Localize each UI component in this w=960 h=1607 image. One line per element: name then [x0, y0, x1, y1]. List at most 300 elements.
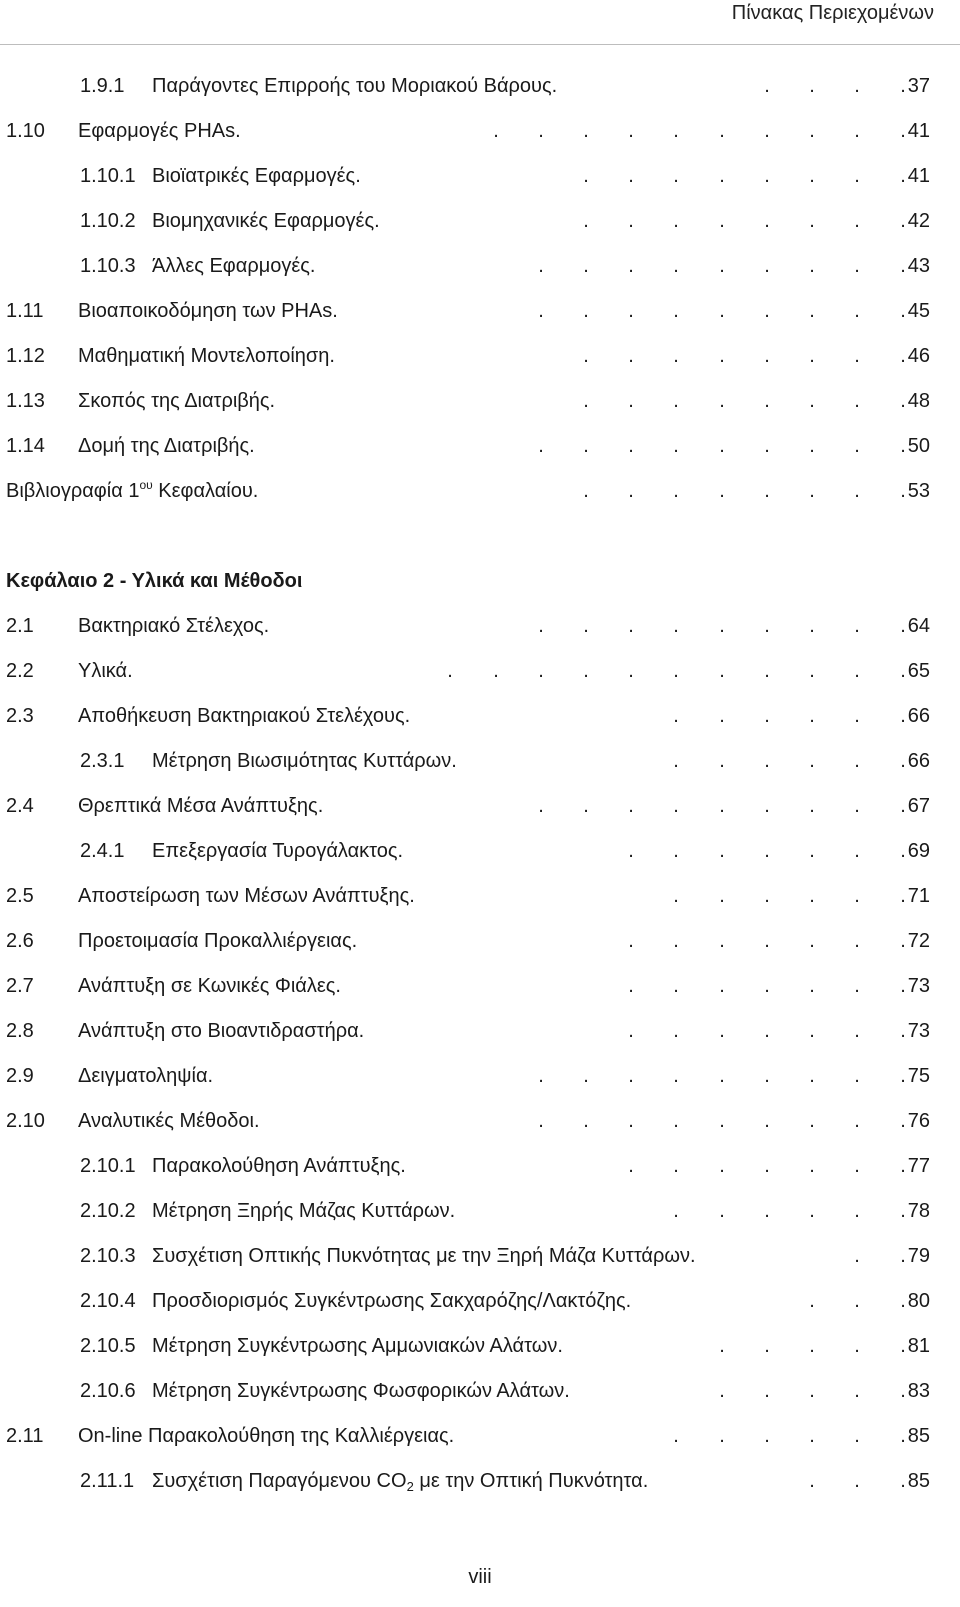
toc-entry[interactable]	[0, 604, 960, 649]
toc-entry[interactable]	[0, 109, 960, 154]
toc-entry-title-text: Άλλες Εφαρμογές.	[152, 255, 316, 277]
leader-dot: .	[673, 840, 679, 862]
toc-entry-page: 48	[907, 390, 930, 412]
leader-dot: .	[900, 930, 906, 952]
leader-dot: .	[809, 1020, 815, 1042]
leader-dot: .	[854, 1200, 860, 1222]
table-of-contents	[0, 64, 960, 1504]
leader-dot: .	[809, 1470, 815, 1492]
toc-entry[interactable]	[0, 289, 960, 334]
dot-leader	[0, 1009, 960, 1054]
leader-dot: .	[583, 480, 589, 502]
toc-entry-number: 2.10	[6, 1110, 45, 1132]
leader-dot: .	[719, 705, 725, 727]
leader-dot: .	[809, 120, 815, 142]
leader-dot: .	[583, 1065, 589, 1087]
leader-dot: .	[673, 930, 679, 952]
leader-dot: .	[719, 210, 725, 232]
toc-entry-page: 50	[907, 435, 930, 457]
leader-dot: .	[673, 300, 679, 322]
leader-dot: .	[764, 1110, 770, 1132]
leader-dot: .	[900, 255, 906, 277]
leader-dot: .	[854, 1245, 860, 1267]
toc-entry[interactable]	[0, 379, 960, 424]
leader-dot: .	[900, 705, 906, 727]
leader-dot: .	[628, 840, 634, 862]
leader-dot: .	[764, 1425, 770, 1447]
dot-leader	[0, 919, 960, 964]
leader-dot: .	[673, 660, 679, 682]
toc-entry[interactable]	[0, 1054, 960, 1099]
leader-dot: .	[673, 1425, 679, 1447]
leader-dot: .	[764, 750, 770, 772]
leader-dot: .	[719, 885, 725, 907]
leader-dot: .	[719, 1335, 725, 1357]
toc-entry[interactable]	[0, 1144, 960, 1189]
leader-dot: .	[809, 1425, 815, 1447]
leader-dot: .	[673, 435, 679, 457]
toc-entry[interactable]	[0, 1369, 960, 1414]
leader-dot: .	[809, 165, 815, 187]
leader-dot: .	[809, 255, 815, 277]
toc-entry-page: 77	[907, 1155, 930, 1177]
toc-entry-number: 2.3	[6, 705, 34, 727]
dot-leader	[0, 1414, 960, 1459]
leader-dot: .	[900, 165, 906, 187]
toc-chapter1-entries	[0, 64, 960, 514]
toc-entry[interactable]	[0, 919, 960, 964]
leader-dot: .	[854, 435, 860, 457]
leader-dot: .	[583, 165, 589, 187]
dot-leader	[0, 1054, 960, 1099]
toc-entry-page: 78	[907, 1200, 930, 1222]
toc-entry[interactable]	[0, 469, 960, 514]
leader-dot: .	[538, 1065, 544, 1087]
leader-dot: .	[493, 660, 499, 682]
toc-entry-number: 2.10.6	[80, 1380, 136, 1402]
leader-dot: .	[900, 345, 906, 367]
toc-entry[interactable]	[0, 1324, 960, 1369]
dot-leader	[0, 1189, 960, 1234]
leader-dot: .	[900, 1335, 906, 1357]
dot-leader	[0, 1459, 960, 1504]
toc-entry-title-text: Αποθήκευση Βακτηριακού Στελέχους.	[78, 705, 411, 727]
leader-dot: .	[809, 1335, 815, 1357]
toc-entry-title-text: Μαθηματική Μοντελοποίηση.	[78, 345, 335, 367]
toc-entry[interactable]	[0, 964, 960, 1009]
leader-dot: .	[900, 840, 906, 862]
leader-dot: .	[854, 705, 860, 727]
leader-dot: .	[809, 210, 815, 232]
leader-dot: .	[719, 1065, 725, 1087]
leader-dot: .	[900, 660, 906, 682]
leader-dot: .	[764, 300, 770, 322]
toc-entry[interactable]	[0, 424, 960, 469]
leader-dot: .	[583, 300, 589, 322]
leader-dot: .	[447, 660, 453, 682]
toc-entry[interactable]	[0, 649, 960, 694]
leader-dot: .	[854, 750, 860, 772]
leader-dot: .	[719, 165, 725, 187]
toc-entry[interactable]	[0, 244, 960, 289]
dot-leader	[0, 964, 960, 1009]
leader-dot: .	[719, 255, 725, 277]
leader-dot: .	[538, 255, 544, 277]
leader-dot: .	[764, 795, 770, 817]
leader-dot: .	[673, 480, 679, 502]
leader-dot: .	[809, 1110, 815, 1132]
toc-entry-number: 1.10	[6, 120, 45, 142]
leader-dot: .	[583, 660, 589, 682]
toc-entry-page: 85	[907, 1470, 930, 1492]
leader-dot: .	[673, 750, 679, 772]
leader-dot: .	[764, 210, 770, 232]
toc-entry-title-text: Σκοπός της Διατριβής.	[78, 390, 276, 412]
toc-entry-title-text: Συσχέτιση Οπτικής Πυκνότητας με την Ξηρή Μάζα Κυττάρων.	[152, 1245, 696, 1267]
leader-dot: .	[764, 660, 770, 682]
toc-entry-number: 2.9	[6, 1065, 34, 1087]
toc-entry[interactable]	[0, 334, 960, 379]
leader-dot: .	[538, 120, 544, 142]
toc-entry-number: 1.14	[6, 435, 45, 457]
leader-dot: .	[673, 1155, 679, 1177]
leader-dot: .	[628, 975, 634, 997]
leader-dot: .	[673, 975, 679, 997]
toc-entry-title-text: On-line Παρακολούθηση της Καλλιέργειας.	[78, 1425, 455, 1447]
leader-dot: .	[764, 885, 770, 907]
leader-dot: .	[900, 480, 906, 502]
leader-dot: .	[900, 435, 906, 457]
leader-dot: .	[900, 390, 906, 412]
toc-entry-number: 2.3.1	[80, 750, 125, 772]
toc-entry-page: 53	[907, 480, 930, 502]
dot-leader	[0, 604, 960, 649]
toc-entry-title-text: Θρεπτικά Μέσα Ανάπτυξης.	[78, 795, 324, 817]
toc-entry[interactable]	[0, 154, 960, 199]
dot-leader	[0, 289, 960, 334]
toc-entry-title-text: με την Οπτική Πυκνότητα.	[413, 1470, 649, 1492]
toc-entry-title-text: Ανάπτυξη σε Κωνικές Φιάλες.	[78, 975, 341, 997]
leader-dot: .	[854, 165, 860, 187]
toc-entry-page: 43	[907, 255, 930, 277]
leader-dot: .	[854, 1380, 860, 1402]
leader-dot: .	[719, 615, 725, 637]
toc-entry-page: 81	[907, 1335, 930, 1357]
toc-entry-title-text: Εφαρμογές PHAs.	[78, 120, 241, 142]
leader-dot: .	[900, 750, 906, 772]
leader-dot: .	[538, 435, 544, 457]
leader-dot: .	[854, 210, 860, 232]
leader-dot: .	[854, 1470, 860, 1492]
toc-entry-page: 75	[907, 1065, 930, 1087]
toc-entry-number: 2.11.1	[80, 1470, 135, 1492]
leader-dot: .	[628, 300, 634, 322]
leader-dot: .	[719, 975, 725, 997]
dot-leader	[0, 1144, 960, 1189]
leader-dot: .	[854, 795, 860, 817]
leader-dot: .	[583, 1110, 589, 1132]
leader-dot: .	[809, 705, 815, 727]
toc-entry-title-text: Μέτρηση Συγκέντρωσης Αμμωνιακών Αλάτων.	[152, 1335, 563, 1357]
leader-dot: .	[764, 75, 770, 97]
toc-entry-number: 1.10.3	[80, 255, 136, 277]
toc-entry[interactable]	[0, 829, 960, 874]
leader-dot: .	[854, 1155, 860, 1177]
leader-dot: .	[764, 1335, 770, 1357]
toc-entry-page: 46	[907, 345, 930, 367]
leader-dot: .	[628, 1020, 634, 1042]
dot-leader	[0, 784, 960, 829]
leader-dot: .	[809, 75, 815, 97]
leader-dot: .	[719, 345, 725, 367]
dot-leader	[0, 64, 960, 109]
toc-entry-number: 1.9.1	[80, 75, 125, 97]
toc-entry-page: 73	[907, 975, 930, 997]
toc-entry-number: 2.10.5	[80, 1335, 136, 1357]
toc-entry-page: 76	[907, 1110, 930, 1132]
toc-entry-title-text: Ανάπτυξη στο Βιοαντιδραστήρα.	[78, 1020, 365, 1042]
toc-entry-title-text: Παράγοντες Επιρροής του Μοριακού Βάρους.	[152, 75, 558, 97]
leader-dot: .	[673, 345, 679, 367]
leader-dot: .	[673, 1065, 679, 1087]
running-header: Πίνακας Περιεχομένων	[731, 2, 934, 24]
toc-entry-title-text: Βιβλιογραφία 1	[6, 480, 140, 502]
leader-dot: .	[809, 1290, 815, 1312]
toc-entry-title-text: Βακτηριακό Στέλεχος.	[78, 615, 270, 637]
leader-dot: .	[628, 795, 634, 817]
toc-entry-title-text: Βιοϊατρικές Εφαρμογές.	[152, 165, 361, 187]
leader-dot: .	[764, 480, 770, 502]
leader-dot: .	[900, 1020, 906, 1042]
dot-leader	[0, 1369, 960, 1414]
toc-entry-number: 2.2	[6, 660, 34, 682]
toc-entry-page: 66	[907, 705, 930, 727]
leader-dot: .	[583, 390, 589, 412]
leader-dot: .	[764, 840, 770, 862]
toc-entry-number: 2.10.4	[80, 1290, 136, 1312]
toc-entry-number: 2.1	[6, 615, 34, 637]
toc-entry-title-text: Δομή της Διατριβής.	[78, 435, 255, 457]
leader-dot: .	[854, 345, 860, 367]
leader-dot: .	[809, 435, 815, 457]
leader-dot: .	[809, 1200, 815, 1222]
toc-entry[interactable]	[0, 874, 960, 919]
leader-dot: .	[628, 435, 634, 457]
chapter-heading: Κεφάλαιο 2 - Υλικά και Μέθοδοι	[6, 570, 303, 592]
leader-dot: .	[764, 165, 770, 187]
leader-dot: .	[900, 795, 906, 817]
leader-dot: .	[583, 435, 589, 457]
dot-leader	[0, 1279, 960, 1324]
leader-dot: .	[764, 1065, 770, 1087]
toc-entry-number: 2.10.2	[80, 1200, 136, 1222]
leader-dot: .	[900, 885, 906, 907]
toc-entry-number: 1.10.1	[80, 165, 136, 187]
leader-dot: .	[673, 1200, 679, 1222]
dot-leader	[0, 334, 960, 379]
toc-entry-number: 2.7	[6, 975, 34, 997]
leader-dot: .	[628, 210, 634, 232]
toc-entry-number: 2.11	[6, 1425, 44, 1447]
toc-entry[interactable]	[0, 739, 960, 784]
toc-entry[interactable]	[0, 694, 960, 739]
leader-dot: .	[719, 480, 725, 502]
leader-dot: .	[809, 615, 815, 637]
toc-entry-page: 72	[907, 930, 930, 952]
dot-leader	[0, 379, 960, 424]
leader-dot: .	[854, 255, 860, 277]
chemical-subscript: 2	[406, 1479, 414, 1494]
leader-dot: .	[854, 975, 860, 997]
leader-dot: .	[628, 930, 634, 952]
leader-dot: .	[900, 1110, 906, 1132]
toc-entry-title-text: Αποστείρωση των Μέσων Ανάπτυξης.	[78, 885, 415, 907]
leader-dot: .	[764, 615, 770, 637]
leader-dot: .	[719, 300, 725, 322]
toc-entry[interactable]	[0, 1234, 960, 1279]
toc-entry-number: 1.12	[6, 345, 45, 367]
toc-entry-page: 73	[907, 1020, 930, 1042]
toc-entry[interactable]	[0, 784, 960, 829]
leader-dot: .	[900, 1065, 906, 1087]
leader-dot: .	[538, 795, 544, 817]
leader-dot: .	[900, 1155, 906, 1177]
dot-leader	[0, 424, 960, 469]
toc-entry-title-text: Παρακολούθηση Ανάπτυξης.	[152, 1155, 406, 1177]
toc-entry-page: 71	[907, 885, 930, 907]
leader-dot: .	[809, 660, 815, 682]
leader-dot: .	[854, 75, 860, 97]
dot-leader	[0, 874, 960, 919]
toc-chapter2-entries	[0, 604, 960, 1504]
leader-dot: .	[809, 1155, 815, 1177]
leader-dot: .	[673, 210, 679, 232]
toc-entry[interactable]	[0, 1414, 960, 1459]
leader-dot: .	[854, 120, 860, 142]
leader-dot: .	[628, 615, 634, 637]
leader-dot: .	[854, 1290, 860, 1312]
toc-entry[interactable]	[0, 1189, 960, 1234]
toc-entry-page: 67	[907, 795, 930, 817]
dot-leader	[0, 469, 960, 514]
toc-entry-number: 2.10.3	[80, 1245, 136, 1267]
leader-dot: .	[764, 345, 770, 367]
leader-dot: .	[900, 1380, 906, 1402]
leader-dot: .	[719, 435, 725, 457]
leader-dot: .	[583, 615, 589, 637]
leader-dot: .	[719, 840, 725, 862]
leader-dot: .	[854, 930, 860, 952]
leader-dot: .	[809, 1380, 815, 1402]
leader-dot: .	[854, 1335, 860, 1357]
section-spacer	[0, 514, 960, 559]
toc-entry-title-text: Συσχέτιση Παραγόμενου CO	[152, 1470, 407, 1492]
toc-entry-number: 1.10.2	[80, 210, 136, 232]
dot-leader	[0, 829, 960, 874]
toc-entry[interactable]	[0, 1279, 960, 1324]
toc-entry-title-text: Δειγματοληψία.	[78, 1065, 214, 1087]
dot-leader	[0, 649, 960, 694]
toc-entry-page: 83	[907, 1380, 930, 1402]
leader-dot: .	[764, 255, 770, 277]
dot-leader	[0, 1324, 960, 1369]
leader-dot: .	[673, 390, 679, 412]
dot-leader	[0, 739, 960, 784]
leader-dot: .	[628, 165, 634, 187]
toc-entry-page: 66	[907, 750, 930, 772]
toc-entry-number: 1.11	[6, 300, 44, 322]
leader-dot: .	[673, 165, 679, 187]
leader-dot: .	[673, 615, 679, 637]
leader-dot: .	[764, 120, 770, 142]
leader-dot: .	[719, 390, 725, 412]
leader-dot: .	[538, 615, 544, 637]
leader-dot: .	[809, 750, 815, 772]
leader-dot: .	[673, 705, 679, 727]
leader-dot: .	[628, 390, 634, 412]
toc-entry-page: 85	[907, 1425, 930, 1447]
leader-dot: .	[900, 1290, 906, 1312]
toc-entry-title-text: Βιομηχανικές Εφαρμογές.	[152, 210, 380, 232]
leader-dot: .	[673, 1020, 679, 1042]
leader-dot: .	[583, 795, 589, 817]
dot-leader	[0, 244, 960, 289]
toc-entry[interactable]	[0, 1099, 960, 1144]
toc-entry-page: 69	[907, 840, 930, 862]
leader-dot: .	[854, 840, 860, 862]
leader-dot: .	[719, 1425, 725, 1447]
leader-dot: .	[900, 615, 906, 637]
toc-entry-number: 2.4	[6, 795, 34, 817]
leader-dot: .	[854, 1065, 860, 1087]
leader-dot: .	[628, 480, 634, 502]
leader-dot: .	[673, 120, 679, 142]
leader-dot: .	[764, 1380, 770, 1402]
leader-dot: .	[854, 1425, 860, 1447]
toc-entry-title-text: Υλικά.	[78, 660, 133, 682]
leader-dot: .	[628, 1110, 634, 1132]
leader-dot: .	[900, 1245, 906, 1267]
toc-entry-page: 42	[907, 210, 930, 232]
toc-entry-title-text: Μέτρηση Βιωσιμότητας Κυττάρων.	[152, 750, 457, 772]
leader-dot: .	[628, 660, 634, 682]
dot-leader	[0, 199, 960, 244]
toc-entry-title-text: Αναλυτικές Μέθοδοι.	[78, 1110, 260, 1132]
leader-dot: .	[628, 120, 634, 142]
toc-entry-page: 80	[907, 1290, 930, 1312]
leader-dot: .	[764, 1200, 770, 1222]
leader-dot: .	[854, 480, 860, 502]
dot-leader	[0, 154, 960, 199]
leader-dot: .	[764, 1020, 770, 1042]
leader-dot: .	[764, 435, 770, 457]
toc-entry[interactable]	[0, 64, 960, 109]
toc-entry-title-text: Μέτρηση Συγκέντρωσης Φωσφορικών Αλάτων.	[152, 1380, 570, 1402]
dot-leader	[0, 1099, 960, 1144]
leader-dot: .	[900, 120, 906, 142]
leader-dot: .	[809, 975, 815, 997]
leader-dot: .	[583, 120, 589, 142]
leader-dot: .	[583, 210, 589, 232]
leader-dot: .	[719, 1200, 725, 1222]
toc-entry[interactable]	[0, 199, 960, 244]
toc-entry-number: 2.6	[6, 930, 34, 952]
toc-entry[interactable]	[0, 1009, 960, 1054]
toc-entry-number: 2.10.1	[80, 1155, 136, 1177]
dot-leader	[0, 1234, 960, 1279]
toc-entry[interactable]	[0, 1459, 960, 1504]
leader-dot: .	[854, 390, 860, 412]
